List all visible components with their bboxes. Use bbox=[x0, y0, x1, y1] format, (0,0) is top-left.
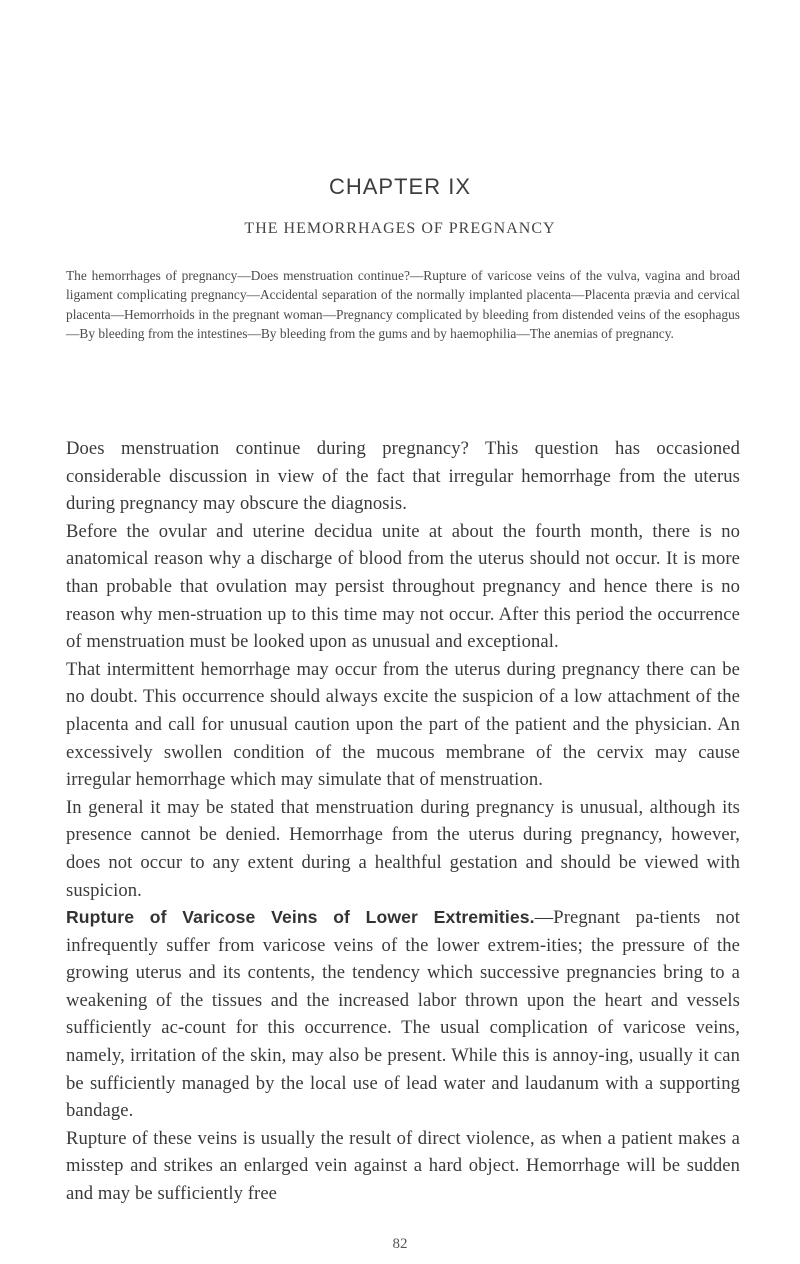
paragraph-5 bbox=[66, 904, 740, 1125]
body-text bbox=[66, 435, 740, 1208]
run-in-heading: Rupture of Varicose Veins of Lower Extremities. bbox=[66, 907, 535, 928]
page-number: 82 bbox=[392, 1236, 408, 1252]
section-title: THE HEMORRHAGES OF PREGNANCY bbox=[244, 220, 556, 237]
paragraph-3: That intermittent hemorrhage may occur from the uterus during pregnancy there can be no doubt. This occurrence should always excite the suspicion of a low attachment of the placenta and call for unusual caution upon the part of the patient and the physician. An excessively swollen condition of the mucous membrane of the cervix may cause irregular hemorrhage which may simulate that of menstruation. bbox=[66, 658, 740, 791]
chapter-summary: The hemorrhages of pregnancy—Does menstruation continue?—Rupture of varicose veins of the vulva, vagina and broad ligament complicating pregnancy—Accidental separation of the normally implanted placenta—Placenta prævia and cervical placenta—Hemorrhoids in the pregnant woman—Pregnancy complicated by bleeding from distended veins of the esophagus—By bleeding from the intestines—By bleeding from the gums and by haemophilia—The anemias of pregnancy. bbox=[66, 268, 740, 342]
chapter-title: CHAPTER IX bbox=[328, 174, 472, 199]
paragraph-5-text: —Pregnant pa-tients not infrequently suffer from varicose veins of the lower extrem-ities; the pressure of the growing uterus and its contents, the tendency which successive pregnancies bring to a weakening of the tissues and the increased labor thrown upon the heart and vessels sufficiently ac-count for this occurrence. The usual complication of varicose veins, namely, irritation of the skin, may also be present. While this is annoy-ing, usually it can be sufficiently managed by the local use of lead water and laudanum with a supporting bandage. bbox=[66, 907, 740, 1122]
paragraph-4: In general it may be stated that menstruation during pregnancy is unusual, although its presence cannot be denied. Hemorrhage from the uterus during pregnancy, however, does not occur to any extent during a healthful gestation and should be viewed with suspicion. bbox=[66, 796, 740, 901]
paragraph-2: Before the ovular and uterine decidua unite at about the fourth month, there is no anatomical reason why a discharge of blood from the uterus should not occur. It is more than probable that ovulation may persist throughout pregnancy and hence there is no reason why men-struation up to this time may not occur. After this period the occurrence of menstruation must be looked upon as unusual and exceptional. bbox=[66, 520, 740, 653]
paragraph-6: Rupture of these veins is usually the result of direct violence, as when a patient makes a misstep and strikes an enlarged vein against a hard object. Hemorrhage will be sudden and may be sufficiently free bbox=[66, 1127, 740, 1205]
paragraph-1: Does menstruation continue during pregnancy? This question has occasioned considerable discussion in view of the fact that irregular hemorrhage from the uterus during pregnancy may obscure the diagnosis. bbox=[66, 438, 740, 515]
